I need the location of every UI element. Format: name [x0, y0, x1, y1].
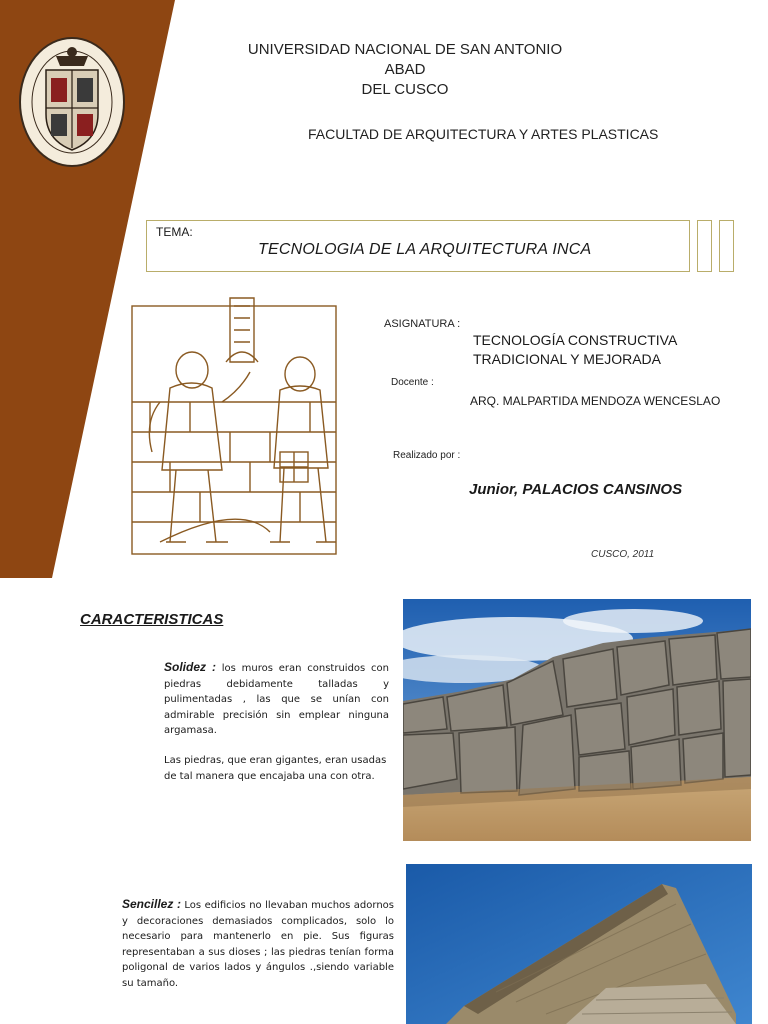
faculty-name: FACULTAD DE ARQUITECTURA Y ARTES PLASTICAS [308, 126, 659, 142]
asignatura-value: TECNOLOGÍA CONSTRUCTIVA TRADICIONAL Y MEJORADA [473, 332, 678, 367]
thatched-house-photo [406, 864, 752, 1024]
university-name: UNIVERSIDAD NACIONAL DE SAN ANTONIO ABAD DEL CUSCO [247, 41, 563, 98]
sencillez-term: Sencillez : [122, 897, 181, 911]
solidez-term: Solidez : [164, 660, 216, 674]
place-year: CUSCO, 2011 [591, 549, 655, 560]
sencillez-paragraph [122, 897, 394, 991]
tema-tab-1 [697, 220, 712, 272]
stone-wall-photo [403, 599, 751, 841]
tema-title: TECNOLOGIA DE LA ARQUITECTURA INCA [258, 241, 592, 258]
solidez-paragraph [164, 660, 389, 739]
solidez-paragraph-2: Las piedras, que eran gigantes, eran usadas de tal manera que encajaba una con otra. [164, 755, 387, 782]
asignatura-label: ASIGNATURA : [384, 318, 461, 330]
realizado-label: Realizado por : [393, 450, 461, 461]
solidez-text: los muros eran construidos con piedras debidamente talladas y pulimentadas , las que se unían con admirable precisión sin emplear ninguna argamasa. [164, 663, 389, 736]
university-crest-icon [18, 36, 126, 168]
author-name: Junior, PALACIOS CANSINOS [469, 481, 683, 498]
section-heading: CARACTERISTICAS [80, 611, 224, 628]
inca-builders-illustration [130, 292, 338, 558]
docente-label: Docente : [391, 377, 434, 388]
tema-label: TEMA: [156, 225, 193, 239]
tema-tab-2 [719, 220, 734, 272]
docente-value: ARQ. MALPARTIDA MENDOZA WENCESLAO [470, 394, 721, 408]
sencillez-text: Los edificios no llevaban muchos adornos y decoraciones demasiados complicados, solo lo necesario para mantenerlo en pie. Sus figuras representaban a sus dioses ; las piedras tenían forma poligonal de varios lados y ángulos .,siendo variable su tamaño. [122, 900, 394, 989]
